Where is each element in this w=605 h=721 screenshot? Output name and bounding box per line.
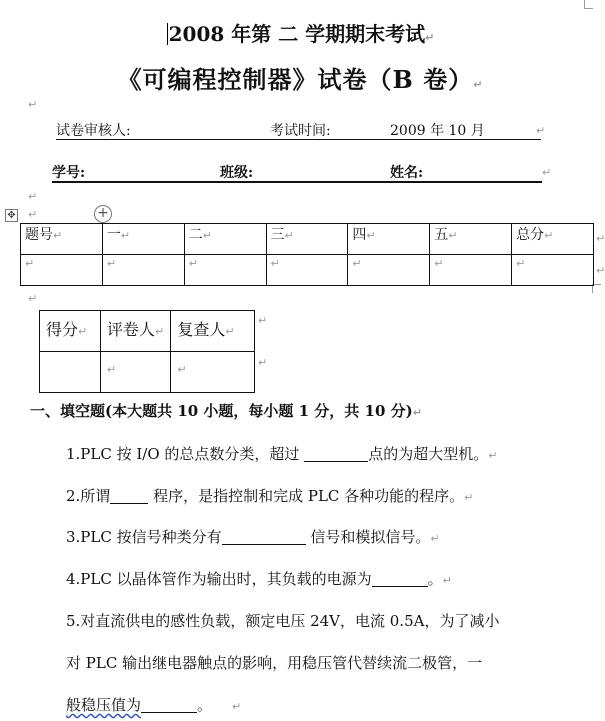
- score-table: [20, 223, 594, 286]
- table-cell[interactable]: ↵: [266, 255, 348, 286]
- question-5-line2: 对 PLC 输出继电器触点的影响，用稳压管代替续流二极管，一: [66, 654, 483, 672]
- paragraph-mark: ↵: [536, 124, 546, 137]
- table-row: [40, 352, 255, 393]
- table-cell[interactable]: ↵: [348, 255, 430, 286]
- table-cell[interactable]: [40, 352, 101, 393]
- table-row: [40, 311, 255, 352]
- paragraph-mark: ↵: [542, 166, 552, 179]
- table-cell[interactable]: 得分↵: [40, 311, 101, 352]
- reviewer-label: 试卷审核人:: [56, 123, 131, 139]
- exam-meta-line: [56, 120, 541, 140]
- page-corner-mark: [584, 0, 593, 9]
- exam-title-line1: 2008 年第 二 学期期末考试↵: [168, 22, 435, 46]
- question-2: 2.所谓 程序，是指控制和完成 PLC 各种功能的程序。↵: [66, 487, 474, 505]
- table-cell[interactable]: ↵: [100, 352, 170, 393]
- table-row: [21, 224, 594, 255]
- question-5-line3: 般稳压值为 。 ↵: [66, 696, 242, 714]
- paragraph-mark: ↵: [28, 208, 38, 221]
- table-cell[interactable]: 复查人↵: [171, 311, 255, 352]
- student-info-line: [52, 162, 542, 183]
- table-cell[interactable]: ↵: [184, 255, 266, 286]
- table-cell[interactable]: ↵: [512, 255, 594, 286]
- question-5-line1: 5.对直流供电的感性负载，额定电压 24V，电流 0.5A，为了减小: [66, 612, 500, 630]
- question-3: 3.PLC 按信号种类分有 信号和模拟信号。↵: [66, 528, 440, 546]
- answer-blank[interactable]: [141, 696, 197, 713]
- table-cell[interactable]: ↵: [21, 255, 103, 286]
- table-cell[interactable]: 五↵: [430, 224, 512, 255]
- paragraph-mark: ↵: [596, 264, 605, 277]
- student-id-label: 学号:: [52, 165, 86, 181]
- table-cell[interactable]: 三↵: [266, 224, 348, 255]
- section-heading: 一、填空题(本大题共 10 小题，每小题 1 分，共 10 分)↵: [30, 402, 422, 420]
- add-column-icon[interactable]: +: [94, 205, 112, 223]
- text-cursor: [167, 23, 168, 45]
- table-cell[interactable]: ↵: [430, 255, 512, 286]
- table-cell[interactable]: 一↵: [102, 224, 184, 255]
- table-cell[interactable]: 总分↵: [512, 224, 594, 255]
- paragraph-mark: ↵: [596, 232, 605, 245]
- paragraph-mark: ↵: [28, 190, 38, 203]
- paragraph-mark: ↵: [28, 98, 38, 111]
- name-label: 姓名:: [390, 165, 424, 181]
- paragraph-mark: ↵: [28, 292, 38, 305]
- answer-blank[interactable]: [222, 528, 306, 545]
- exam-time-label: 考试时间:: [270, 123, 331, 139]
- answer-blank[interactable]: [372, 570, 428, 587]
- class-label: 班级:: [220, 165, 254, 181]
- exam-title-line2: 《可编程控制器》试卷（B 卷）↵: [117, 65, 484, 94]
- table-cell[interactable]: 题号↵: [21, 224, 103, 255]
- paragraph-mark: ↵: [258, 314, 268, 327]
- question-4: 4.PLC 以晶体管作为输出时，其负载的电源为 。↵: [66, 570, 452, 588]
- table-cell[interactable]: ↵: [102, 255, 184, 286]
- grading-table: [39, 310, 255, 393]
- table-cell[interactable]: ↵: [171, 352, 255, 393]
- table-row: [21, 255, 594, 286]
- answer-blank[interactable]: [304, 445, 368, 462]
- paragraph-mark: ↵: [258, 356, 268, 369]
- question-1: 1.PLC 按 I/O 的总点数分类，超过 点的为超大型机。↵: [66, 445, 498, 463]
- table-cell[interactable]: 评卷人↵: [100, 311, 170, 352]
- table-move-handle-icon[interactable]: ✥: [5, 209, 18, 222]
- exam-time-value: 2009 年 10 月: [390, 123, 485, 139]
- answer-blank[interactable]: [110, 487, 148, 504]
- table-cell[interactable]: 二↵: [184, 224, 266, 255]
- table-cell[interactable]: 四↵: [348, 224, 430, 255]
